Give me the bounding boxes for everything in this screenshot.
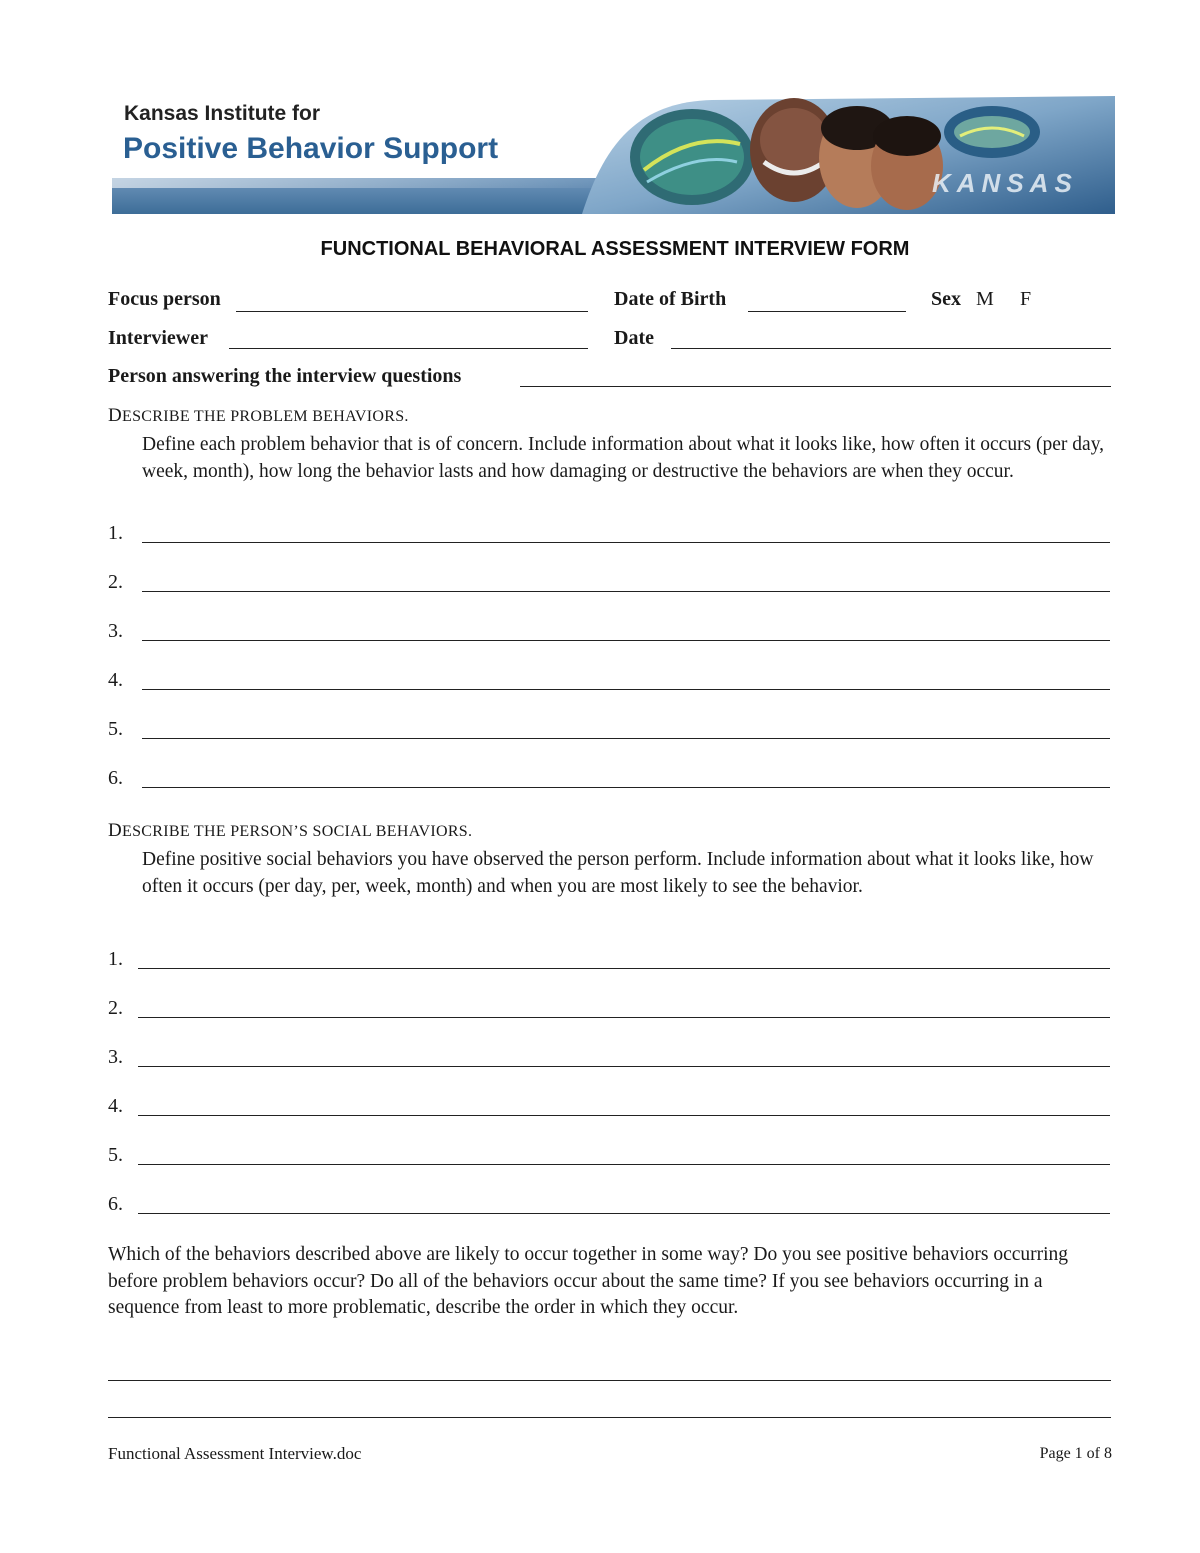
answer-line[interactable]	[138, 1213, 1110, 1214]
header-banner	[112, 92, 1117, 217]
answer-line[interactable]	[142, 591, 1110, 592]
form-title: FUNCTIONAL BEHAVIORAL ASSESSMENT INTERVIEW FORM	[320, 238, 910, 260]
item-number: 4.	[108, 669, 123, 691]
sex-label: Sex	[931, 288, 961, 310]
item-number: 2.	[108, 997, 123, 1019]
answer-line[interactable]	[108, 1380, 1111, 1381]
institute-name-line2: Positive Behavior Support	[123, 132, 499, 165]
answer-line[interactable]	[108, 1417, 1111, 1418]
item-number: 3.	[108, 620, 123, 642]
interviewer-label: Interviewer	[108, 327, 208, 349]
footer-filename: Functional Assessment Interview.doc	[108, 1444, 362, 1463]
answer-line[interactable]	[138, 1017, 1110, 1018]
footer-page-number: Page 1 of 8	[1039, 1445, 1112, 1462]
sex-option-m[interactable]: M	[976, 288, 994, 310]
heading-rest: ESCRIBE THE PERSON’S SOCIAL BEHAVIORS.	[122, 823, 473, 840]
interviewer-field[interactable]	[229, 348, 588, 349]
person-answering-field[interactable]	[520, 386, 1111, 387]
date-field[interactable]	[671, 348, 1111, 349]
date-label: Date	[614, 327, 654, 349]
heading-initial: D	[108, 820, 123, 841]
date-of-birth-label: Date of Birth	[614, 288, 727, 310]
focus-person-label: Focus person	[108, 288, 221, 310]
heading-rest: ESCRIBE THE PROBLEM BEHAVIORS.	[122, 408, 409, 425]
banner-state-word: KANSAS	[932, 168, 1078, 198]
state-seal-icon	[944, 106, 1040, 158]
item-number: 6.	[108, 767, 123, 789]
answer-line[interactable]	[138, 968, 1110, 969]
person-answering-label: Person answering the interview questions	[108, 365, 462, 387]
institute-name-line1: Kansas Institute for	[124, 102, 321, 125]
answer-line[interactable]	[142, 689, 1110, 690]
social-behaviors-description: Define positive social behaviors you have observed the person perform. Include information about what it looks like, how often it occurs (per day, per, week, month) and when you are most likely to see the behavior.	[142, 849, 1094, 897]
answer-line[interactable]	[142, 640, 1110, 641]
date-of-birth-field[interactable]	[748, 311, 906, 312]
answer-line[interactable]	[138, 1115, 1110, 1116]
answer-line[interactable]	[138, 1066, 1110, 1067]
item-number: 3.	[108, 1046, 123, 1068]
seal-icon	[630, 109, 754, 205]
item-number: 5.	[108, 718, 123, 740]
focus-person-field[interactable]	[236, 311, 588, 312]
heading-initial: D	[108, 405, 123, 426]
item-number: 5.	[108, 1144, 123, 1166]
answer-line[interactable]	[142, 542, 1110, 543]
sex-option-f[interactable]: F	[1020, 288, 1032, 310]
sequence-question: Which of the behaviors described above are likely to occur together in some way? Do you see positive behaviors occurring before problem behaviors occur? Do all of the behaviors occur about the same time? If you see behaviors occurring in a sequence from least to more problematic, describe the order in which they occur.	[108, 1244, 1069, 1318]
item-number: 1.	[108, 948, 123, 970]
problem-behaviors-description: Define each problem behavior that is of concern. Include information about what it looks like, how often it occurs (per day, week, month), how long the behavior lasts and how damaging or destructive the behaviors are when they occur.	[142, 434, 1105, 482]
item-number: 6.	[108, 1193, 123, 1215]
answer-line[interactable]	[142, 738, 1110, 739]
item-number: 2.	[108, 571, 123, 593]
problem-behaviors-heading	[108, 405, 409, 427]
item-number: 4.	[108, 1095, 123, 1117]
social-behaviors-heading	[108, 820, 472, 842]
answer-line[interactable]	[142, 787, 1110, 788]
item-number: 1.	[108, 522, 123, 544]
answer-line[interactable]	[138, 1164, 1110, 1165]
